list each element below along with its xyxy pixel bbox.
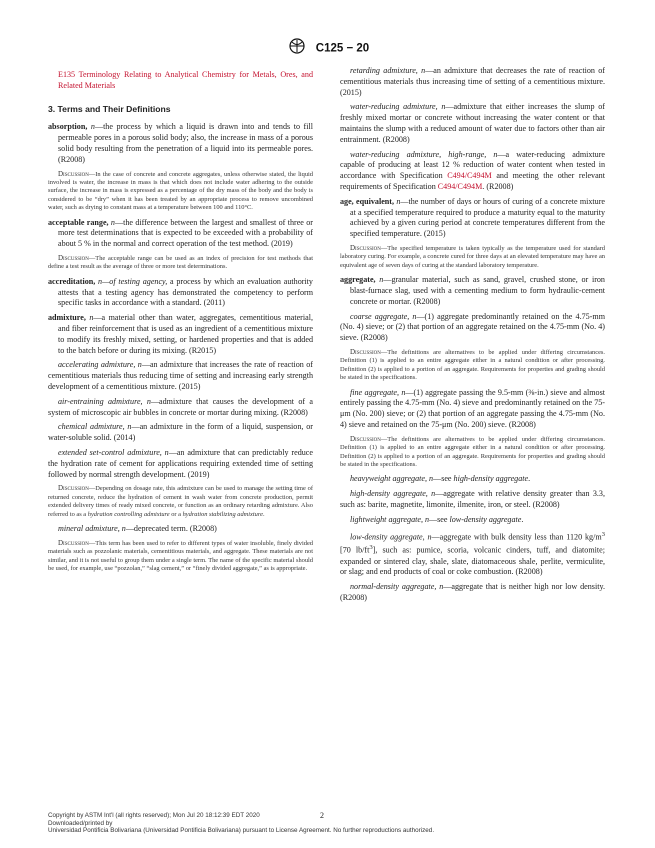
footer-downloaded: Downloaded/printed by xyxy=(48,819,113,827)
term-high-density-aggregate: high-density aggregate, n—aggregate with relative density greater than 3.3, such as: barite, magnetite, limonite, ilmenite, iron, or steel. (R2008) xyxy=(340,489,605,509)
term-water-reducing-high-range: water-reducing admixture, high-range, n—a water-reducing admixture capable of producing at least 12 % reduction of water content when tested in accordance with Specification C494/C494M and meeting the other relevant requirements of Specification C494/C494M. (R2008) xyxy=(340,149,606,191)
discussion-coarse-aggregate: Discussion—The definitions are alternatives to be applied under differing circumstances. Definition (1) is applied to an entire aggregate either in a natural condition or after processing. Definition (2) is applied to a portion of an aggregate. Requirements for properties and grading should be stated in the specifications. xyxy=(340,347,605,382)
term-accreditation: accreditation, n—of testing agency, a process by which an evaluation authority attests that a testing agency has demonstrated the competency to perform specific tasks in accordance with a standard. (2011) xyxy=(48,276,313,308)
discussion-absorption: Discussion—In the case of concrete and concrete aggregates, unless otherwise stated, the liquid involved is water, the increase in mass is that which does not include water adhering to the outside surface, the increase in mass is expressed as a percentage of the dry mass of the body and the body is considered to be “dry” when it has been treated by an appropriate process to remove uncombined water, such as drying to constant mass at a temperature between 100 and 110°C. xyxy=(48,169,313,212)
term-chemical-admixture: chemical admixture, n—an admixture in the form of a liquid, suspension, or water-soluble solid. (2014) xyxy=(48,422,313,443)
page-header xyxy=(0,38,655,59)
term-age-equivalent: age, equivalent, n—the number of days or hours of curing of a concrete mixture at a specified temperature required to produce a maturity equal to the maturity achieved by a given curing period at concrete temperatures different from the specified temperature. (2015) xyxy=(340,196,606,239)
footer-license: Universidad Pontificia Bolivariana (Universidad Pontificia Bolivariana) pursuant to License Agreement. No further reproductions authorized. xyxy=(48,827,435,835)
term-low-density-aggregate: low-density aggregate, n—aggregate with bulk density less than 1120 $kg/m^3$ [70 $lb/ft^3$], such as: pumice, scoria, volcanic cinders, tuff, and diatomite; expanded or sintered clay, shale, slate, diatomaceous shale, perlite, vermiculite, or slag; and end products of coal or coke combustion. (R2008) xyxy=(340,530,605,577)
term-extended-set-control-admixture: extended set-control admixture, n—an admixture that can predictably reduce the hydration rate of cement for applications requiring extended time of setting followed by normal strength development. (2019) xyxy=(48,447,313,479)
term-mineral-admixture: mineral admixture, n—deprecated term. (R2008) xyxy=(58,523,217,533)
term-lightweight-aggregate: lightweight aggregate, n—see low-density aggregate. xyxy=(350,514,524,524)
page-footer xyxy=(48,812,608,835)
term-acceptable-range: acceptable range, n—the difference between the largest and smallest of three or more test determinations that is expected to be exceeded with a probability of about 5 % in the normal and correct operation of the test method. (2019) xyxy=(48,217,313,249)
page-number: 2 xyxy=(320,811,324,820)
reference-e135[interactable]: E135 Terminology Relating to Analytical Chemistry for Metals, Ores, and Related Materials xyxy=(58,70,313,90)
discussion-extended-set-control: Discussion—Depending on dosage rate, this admixture can be used to manage the setting time of returned concrete, reduce the hydration of cement in wash water from concrete production, permit extended delivery times of ready mixed concrete, or function as an ordinary retarding admixture. Also referred to as a hydration controlling admixture or a hydration stabilizing admixture. xyxy=(48,484,313,518)
astm-logo-icon xyxy=(286,38,308,59)
designation: C125 − 20 xyxy=(315,42,370,55)
term-retarding-admixture: retarding admixture, n—an admixture that decreases the rate of reaction of cementitious materials thus increasing time of setting of a cementitious mixture. (2015) xyxy=(340,66,605,97)
term-normal-density-aggregate: normal-density aggregate, n—aggregate that is neither high nor low density. (R2008) xyxy=(340,582,605,602)
term-fine-aggregate: fine aggregate, n—(1) aggregate passing the 9.5-mm (⅜-in.) sieve and almost entirely passing the 4.75-mm (No. 4) sieve and predominantly retained on the 75-μm (No. 200) sieve; or (2) that portion of an aggregate passing the 4.75-mm (No. 4) sieve and retained on the 75-μm (No. 200) sieve. (R2008) xyxy=(340,387,605,429)
footer-copyright: Copyright by ASTM Int'l (all rights reserved); Mon Jul 20 18:12:39 EDT 2020 xyxy=(48,812,260,819)
section-title: 3. Terms and Their Definitions xyxy=(48,103,171,114)
discussion-fine-aggregate: Discussion—The definitions are alternatives to be applied under differing circumstances. Definition (1) is applied to an entire aggregate either in a natural condition or after processing. Definition (2) is applied to a portion of an aggregate. Requirements for properties and grading should be stated in the specifications. xyxy=(340,434,605,468)
reference-c494-link[interactable]: C494/C494M xyxy=(447,171,492,181)
discussion-mineral-admixture: Discussion—This term has been used to refer to different types of water insoluble, finely divided materials such as pozzolanic materials, cementitious materials, and aggregate. These materials are not similar, and it is not useful to group them under a single term. The name of the specific material should be used, for example, use “pozzolan,” “slag cement,” or “finely divided aggregate,” as is appropriate. xyxy=(48,538,313,572)
term-coarse-aggregate: coarse aggregate, n—(1) aggregate predominantly retained on the 4.75-mm (No. 4) sieve; or (2) that portion of an aggregate retained on the 4.75-mm (No. 4) sieve. (R2008) xyxy=(340,311,605,343)
term-absorption: absorption, n—the process by which a liquid is drawn into and tends to fill permeable pores in a porous solid body; also, the increase in mass of a porous solid body resulting from the penetration of a liquid into its permeable pores. (R2008) xyxy=(48,122,313,164)
term-water-reducing-admixture: water-reducing admixture, n—admixture that either increases the slump of freshly mixed mortar or concrete without increasing the water content or that maintains the slump with a reduced amount of water due to factors other than air entrainment. (R2008) xyxy=(340,102,606,144)
term-aggregate: aggregate, n—granular material, such as sand, gravel, crushed stone, or iron blast-furnace slag, used with a cementing medium to form hydraulic-cement concrete or mortar. (R2008) xyxy=(340,275,605,306)
discussion-age-equivalent: Discussion—The specified temperature is taken typically as the temperature used for standard laboratory curing. For example, a concrete cured for three days at an elevated temperature may have an equivalent age of seven days of curing at the standard laboratory temperature. xyxy=(340,243,605,269)
discussion-acceptable-range: Discussion—The acceptable range can be used as an index of precision for test methods that define a test result as the average of three or more test determinations. xyxy=(48,254,313,271)
term-heavyweight-aggregate: heavyweight aggregate, n—see high-density aggregate. xyxy=(350,474,531,484)
right-column xyxy=(340,66,605,608)
reference-c494-link[interactable]: C494/C494M xyxy=(437,181,483,191)
term-accelerating-admixture: accelerating admixture, n—an admixture that increases the rate of reaction of cementitious materials thus reducing time of setting and increasing early strength development of a cementitious mixture. (2015) xyxy=(48,360,313,391)
left-column xyxy=(48,70,313,578)
term-admixture: admixture, n—a material other than water, aggregates, cementitious material, and fiber reinforcement that is used as an ingredient of a cementitious mixture to modify its freshly mixed, setting, or hardened properties and that is added to the batch before or during its mixing. (R2015) xyxy=(48,313,313,355)
term-air-entraining-admixture: air-entraining admixture, n—admixture that causes the development of a system of microscopic air bubbles in concrete or mortar during mixing. (R2008) xyxy=(48,396,313,417)
